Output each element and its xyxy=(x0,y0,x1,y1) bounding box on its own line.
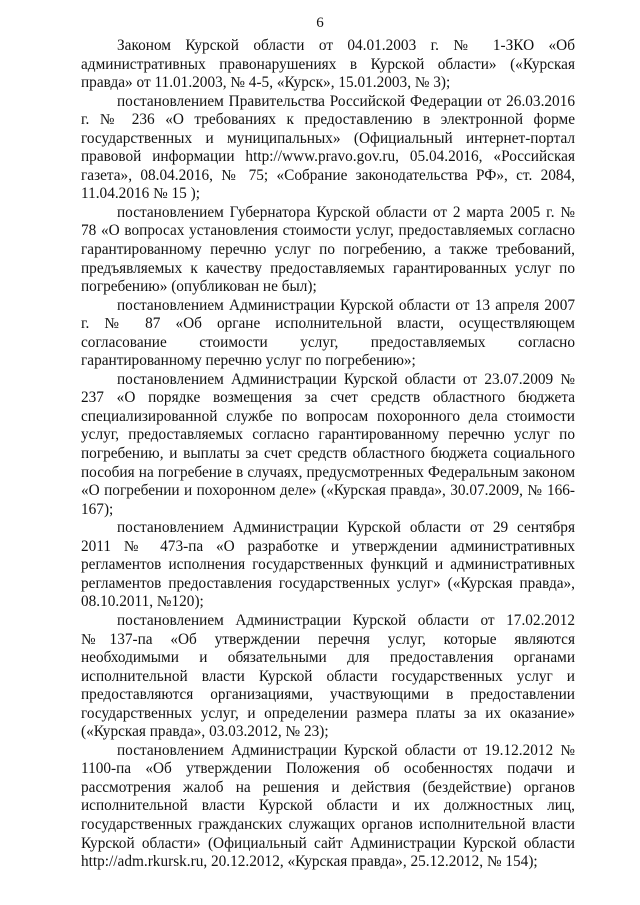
paragraph-administration-resolution-87: постановлением Администрации Курской области от 13 апреля 2007 г. № 87 «Об органе исполнительной власти, осуществляющем согласование стоимости услуг, предоставляемых согласно гарантированному перечню услуг по погребению»; xyxy=(81,296,575,370)
paragraph-government-resolution-236: постановлением Правительства Российской Федерации от 26.03.2016 г. № 236 «О требованиях к предоставлению в электронной форме государственных и муниципальных» (Официальный интернет-портал правовой информации http://www.pravo.gov.ru, 05.04.2016, «Российская газета», 08.04.2016, № 75; «Собрание законодательства РФ», ст. 2084, 11.04.2016 № 15 ); xyxy=(81,92,575,203)
paragraph-administration-resolution-1100: постановлением Администрации Курской области от 19.12.2012 № 1100-па «Об утверждении Положения об особенностях подачи и рассмотрения жалоб на решения и действия (бездействие) органов исполнительной власти Курской области и их должностных лиц, государственных гражданских служащих органов исполнительной власти Курской области» (Официальный сайт Администрации Курской области http://adm.rkursk.ru, 20.12.2012, «Курская правда», 25.12.2012, № 154); xyxy=(81,741,575,871)
document-body xyxy=(81,37,575,872)
page-number: 6 xyxy=(316,15,324,31)
paragraph-administration-resolution-473: постановлением Администрации Курской области от 29 сентября 2011 № 473-па «О разработке и утверждении административных регламентов исполнения государственных функций и административных регламентов предоставления государственных услуг» («Курская правда», 08.10.2011, №120); xyxy=(81,519,575,611)
paragraph-governor-resolution-78: постановлением Губернатора Курской области от 2 марта 2005 г. № 78 «О вопросах установления стоимости услуг, предоставляемых согласно гарантированному перечню услуг по погребению, а также требований, предъявляемых к качеству предоставляемых гарантированных услуг по погребению» (опубликован не был); xyxy=(81,203,575,296)
paragraph-administration-resolution-137: постановлением Администрации Курской области от 17.02.2012 №137-па «Об утверждении перечня услуг, которые являются необходимыми и обязательными для предоставления органами исполнительной власти Курской области государственных услуг и предоставляются организациями, участвующими в предоставлении государственных услуг, и определении размера платы за их оказание» («Курская правда», 03.03.2012, № 23); xyxy=(81,611,575,741)
paragraph-administration-resolution-237: постановлением Администрации Курской области от 23.07.2009 № 237 «О порядке возмещения за счет средств областного бюджета специализированной службе по вопросам похоронного дела стоимости услуг, предоставляемых согласно гарантированному перечню услуг по погребению, и выплаты за счет средств областного бюджета социального пособия на погребение в случаях, предусмотренных Федеральным законом «О погребении и похоронном деле» («Курская правда», 30.07.2009, № 166-167); xyxy=(81,370,575,518)
paragraph-law-kursk-2003: Законом Курской области от 04.01.2003 г. № 1-ЗКО «Об административных правонарушениях в Курской области» («Курская правда» от 11.01.2003, № 4-5, «Курск», 15.01.2003, № 3); xyxy=(81,37,575,92)
